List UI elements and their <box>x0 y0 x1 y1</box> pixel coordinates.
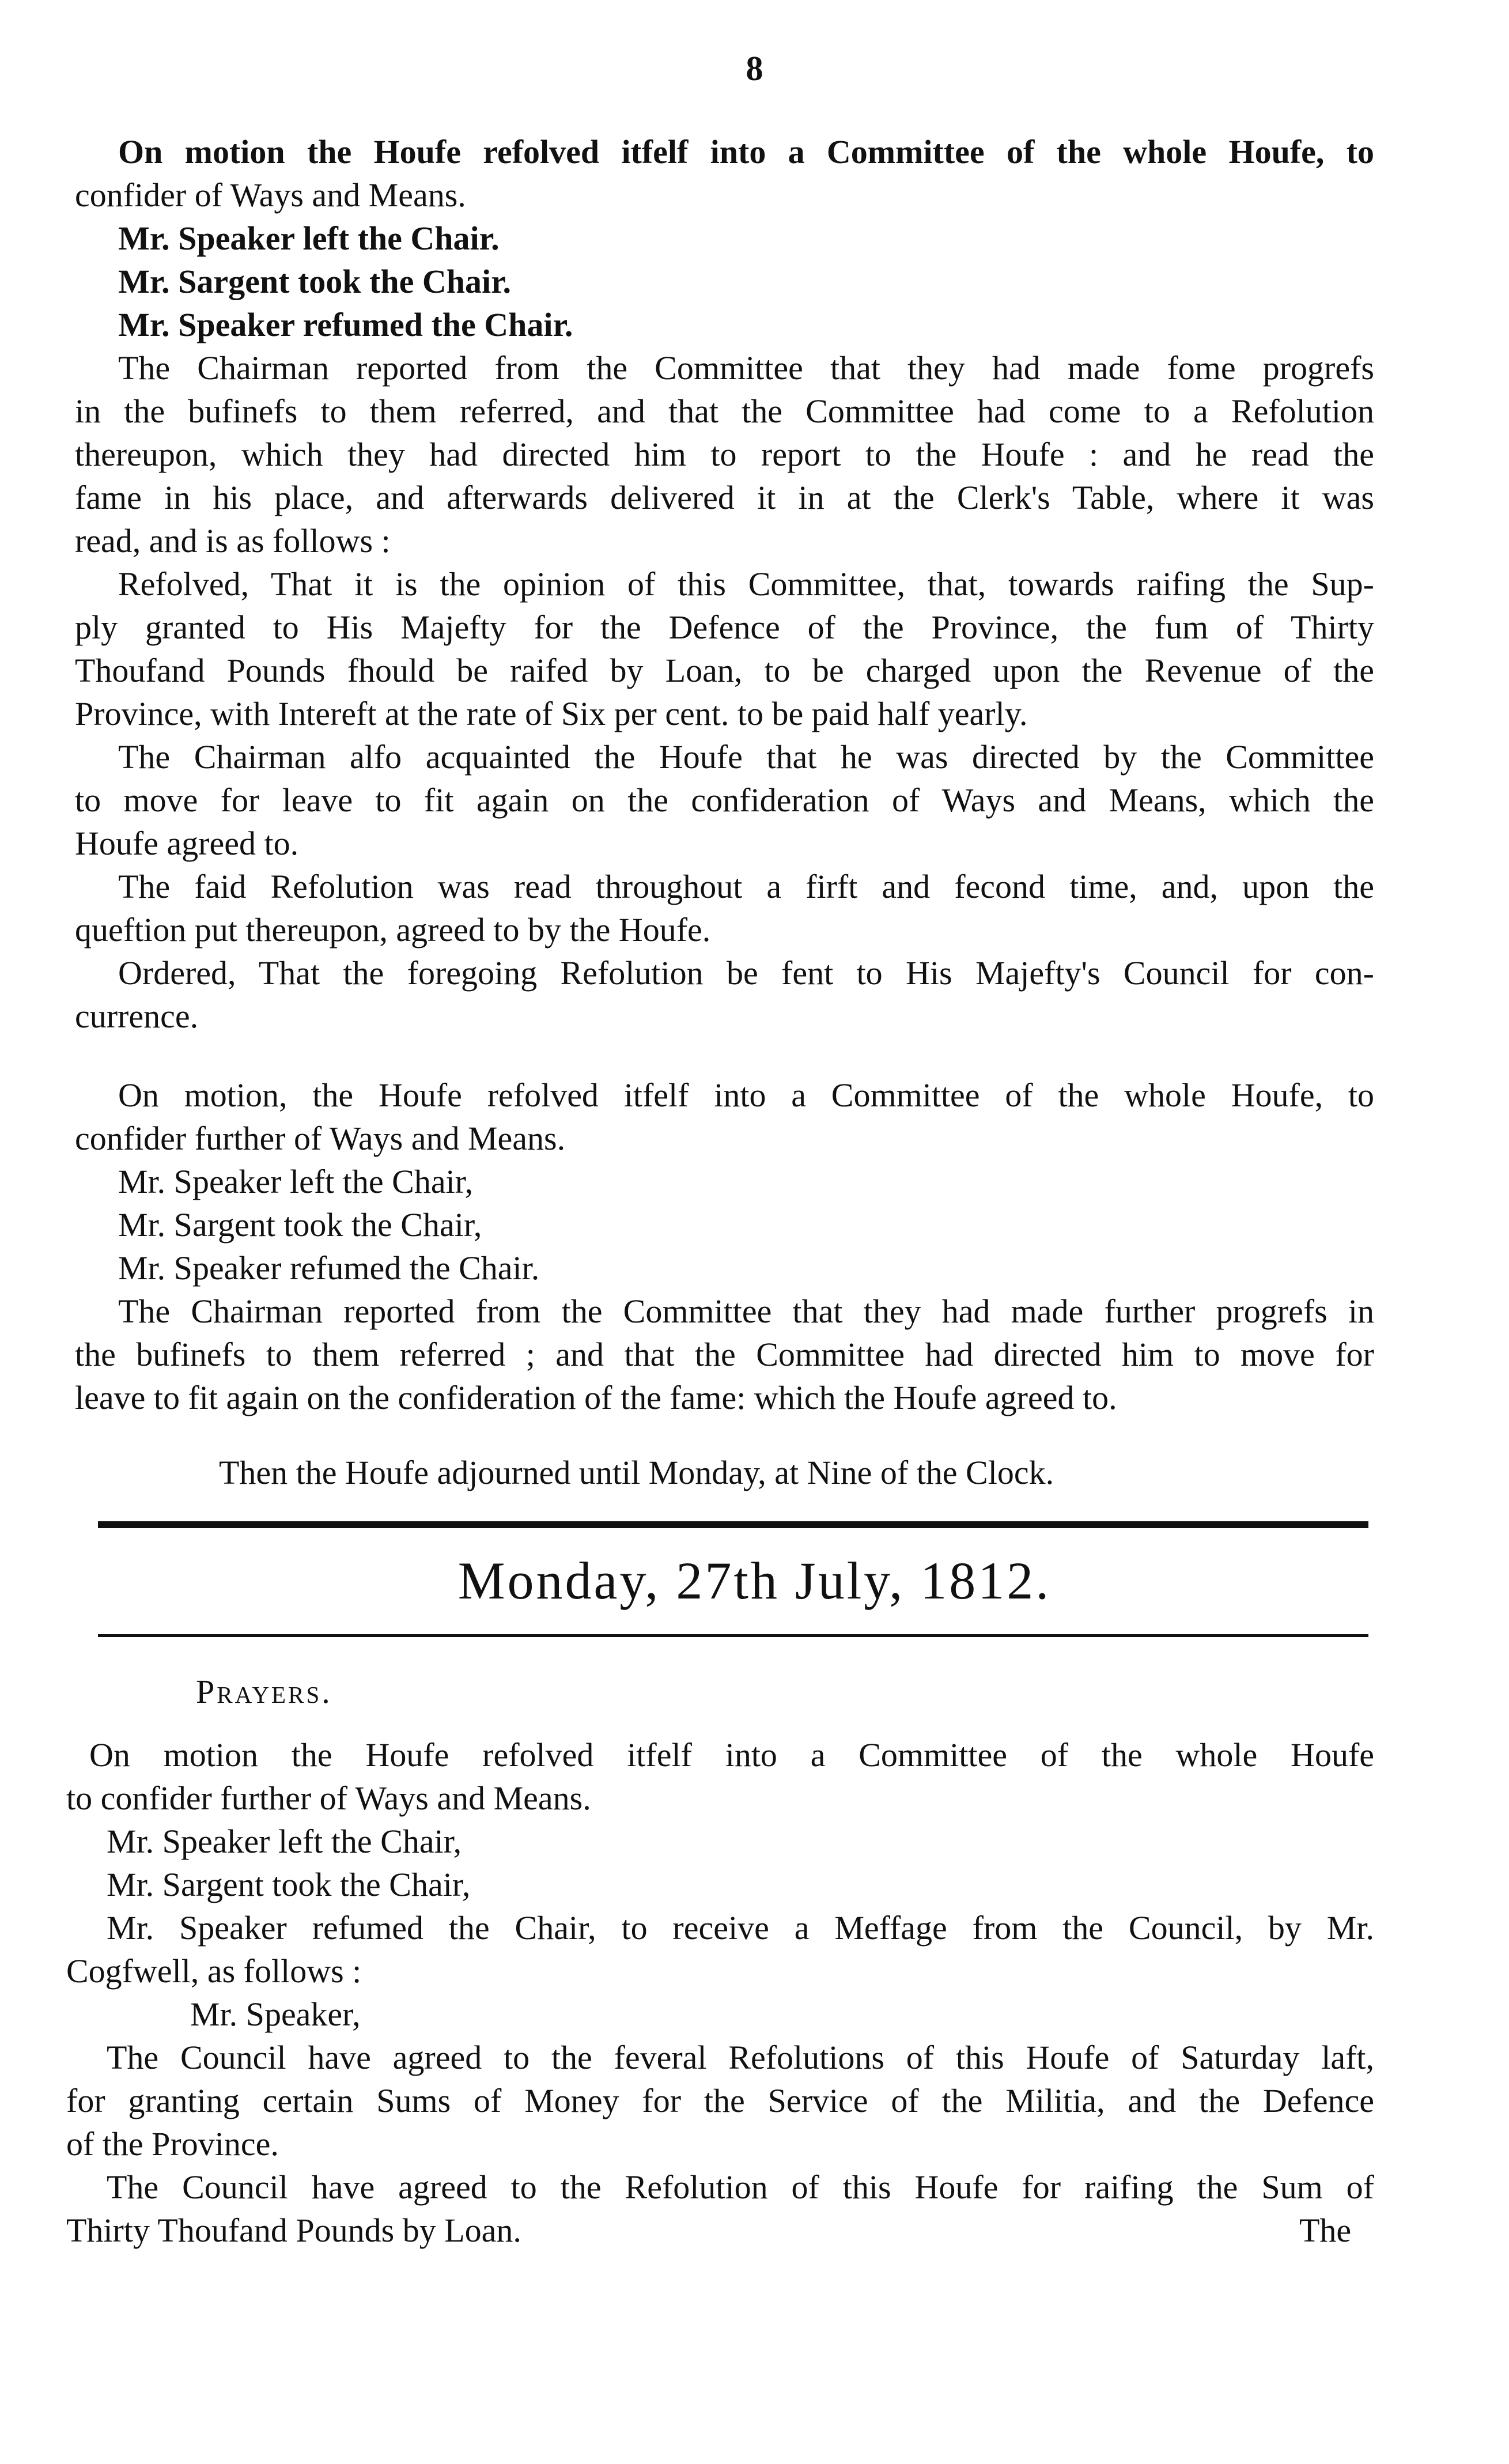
text-line: The faid Refolution was read throughout a firft and fecond time, and, upon the <box>118 868 1374 905</box>
text-line: The Chairman alfo acquainted the Houfe that he was directed by the Committee <box>118 738 1374 776</box>
text-line: Mr. Speaker left the Chair, <box>118 1163 474 1200</box>
text-line: Province, with Intereft at the rate of Six per cent. to be paid half yearly. <box>75 695 1028 732</box>
text-line: to move for leave to fit again on the confideration of Ways and Means, which the <box>75 781 1374 819</box>
text-line: Mr. Sargent took the Chair, <box>118 1206 482 1244</box>
thick-rule <box>98 1521 1368 1528</box>
text-line: Mr. Speaker refumed the Chair. <box>118 306 573 343</box>
text-line: On motion the Houfe refolved itfelf into a Committee of the whole Houfe, to <box>118 133 1374 171</box>
text-line: Refolved, That it is the opinion of this Committee, that, towards raifing the Sup- <box>118 565 1374 603</box>
text-line: Mr. Speaker refumed the Chair. <box>118 1249 540 1287</box>
text-line: Mr. Sargent took the Chair, <box>107 1866 471 1903</box>
text-line: The Chairman reported from the Committee that they had made fome progrefs <box>118 349 1374 387</box>
text-line: Houfe agreed to. <box>75 825 299 862</box>
text-line: to confider further of Ways and Means. <box>66 1779 591 1817</box>
text-line: of the Province. <box>66 2125 279 2163</box>
text-line: On motion the Houfe refolved itfelf into a Committee of the whole Houfe <box>89 1736 1374 1774</box>
text-line: The Council have agreed to the feveral Refolutions of this Houfe of Saturday laft, <box>107 2039 1374 2076</box>
text-line: Mr. Speaker refumed the Chair, to receive a Meffage from the Council, by Mr. <box>107 1909 1374 1947</box>
text-line: read, and is as follows : <box>75 522 391 560</box>
text-line: ply granted to His Majefty for the Defence of the Province, the fum of Thirty <box>75 609 1374 646</box>
text-line: Mr. Speaker, <box>190 1996 361 2033</box>
text-line: in the bufinefs to them referred, and that the Committee had come to a Refolution <box>75 392 1374 430</box>
text-line: for granting certain Sums of Money for the Service of the Militia, and the Defence <box>66 2082 1374 2119</box>
page-number: 8 <box>746 50 763 88</box>
text-line: the bufinefs to them referred ; and that the Committee had directed him to move for <box>75 1336 1374 1373</box>
catchword: The <box>1299 2212 1352 2249</box>
thin-rule <box>98 1634 1368 1637</box>
text-line: confider further of Ways and Means. <box>75 1120 566 1157</box>
text-line: queftion put thereupon, agreed to by the Houfe. <box>75 911 711 948</box>
text-line: Ordered, That the foregoing Refolution be fent to His Majefty's Council for con- <box>118 954 1374 992</box>
text-line: On motion, the Houfe refolved itfelf into a Committee of the whole Houfe, to <box>118 1076 1374 1114</box>
text-line: leave to fit again on the confideration of the fame: which the Houfe agreed to. <box>75 1379 1117 1416</box>
adjournment-line: Then the Houfe adjourned until Monday, at Nine of the Clock. <box>219 1454 1054 1491</box>
text-line: Thoufand Pounds fhould be raifed by Loan, to be charged upon the Revenue of the <box>75 652 1374 689</box>
text-line: The Chairman reported from the Committee that they had made further progrefs in <box>118 1293 1374 1330</box>
text-line: Cogfwell, as follows : <box>66 1952 362 1990</box>
text-line: Mr. Speaker left the Chair. <box>118 220 500 257</box>
text-line: Thirty Thoufand Pounds by Loan. <box>66 2212 521 2249</box>
date-heading: Monday, 27th July, 1812. <box>457 1551 1052 1610</box>
text-line: thereupon, which they had directed him to report to the Houfe : and he read the <box>75 436 1374 473</box>
text-line: confider of Ways and Means. <box>75 176 466 214</box>
prayers-label: Prayers. <box>196 1673 332 1710</box>
text-line: The Council have agreed to the Refolution of this Houfe for raifing the Sum of <box>107 2168 1374 2206</box>
text-line: Mr. Sargent took the Chair. <box>118 263 512 300</box>
text-line: Mr. Speaker left the Chair, <box>107 1823 462 1860</box>
text-line: currence. <box>75 997 199 1035</box>
text-line: fame in his place, and afterwards delivered it in at the Clerk's Table, where it was <box>75 479 1374 516</box>
